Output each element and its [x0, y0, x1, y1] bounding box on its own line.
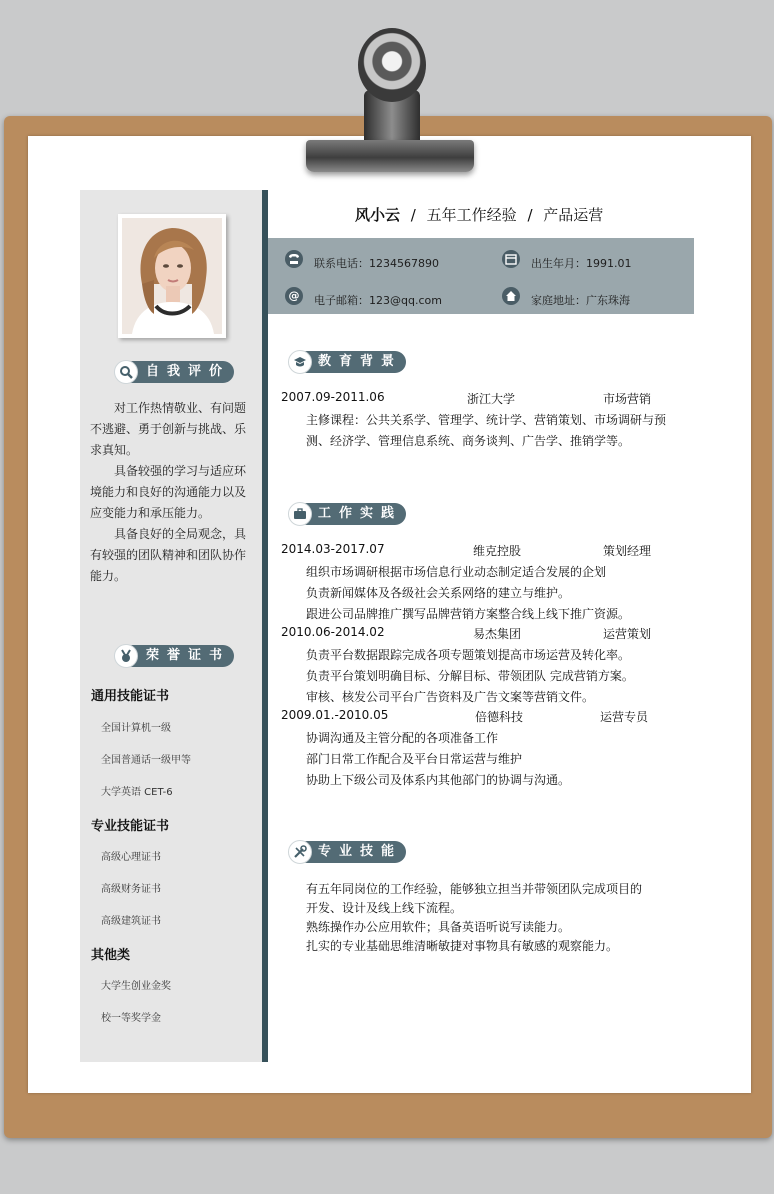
- skill-line: 有五年同岗位的工作经验，能够独立担当并带领团队完成项目的: [306, 882, 643, 896]
- calendar-icon: [502, 250, 520, 268]
- resume-header: [355, 204, 603, 225]
- cert-item: 全国计算机一级: [101, 723, 171, 734]
- job-period: 2010.06-2014.02: [281, 625, 385, 639]
- job-duty-line: 负责新闻媒体及各级社会关系网络的建立与维护。: [306, 586, 571, 600]
- self-eval-paragraph-1: 对工作热情敬业、有问题不逃避、勇于创新与挑战、乐求真知。: [90, 401, 247, 457]
- education-major: 市场营销: [603, 392, 652, 406]
- skills-icon-circle: [288, 840, 312, 864]
- job-company: 倍德科技: [475, 710, 524, 724]
- address-text: 家庭地址：广东珠海: [531, 294, 630, 307]
- education-school: 浙江大学: [467, 392, 516, 406]
- education-icon-circle: [288, 350, 312, 374]
- skills-pill: [296, 841, 406, 863]
- job-period: 2009.01.-2010.05: [281, 708, 389, 722]
- job-company: 维克控股: [473, 544, 522, 558]
- job-role: 运营策划: [603, 627, 652, 641]
- cert-item: 大学生创业金奖: [101, 981, 171, 992]
- skill-line: 熟练操作办公应用软件；具备英语听说写读能力。: [306, 920, 571, 934]
- job-role: 策划经理: [603, 544, 652, 558]
- person-name: 风小云: [355, 206, 401, 224]
- honors-title: 荣誉证书: [146, 648, 231, 663]
- medal-icon: [119, 649, 133, 663]
- education-period: 2007.09-2011.06: [281, 390, 385, 404]
- self-eval-paragraph-3: 具备良好的全局观念，具有较强的团队精神和团队协作能力。: [90, 527, 247, 583]
- tools-icon: [293, 845, 307, 859]
- job-duty-line: 审核、核发公司平台广告资料及广告文案等营销文件。: [306, 690, 595, 704]
- cert-item: 全国普通话一级甲等: [101, 755, 191, 766]
- phone-icon: [285, 250, 303, 268]
- birth-text: 出生年月：1991.01: [531, 257, 632, 270]
- experience-years: 五年工作经验: [426, 206, 517, 224]
- job-duty-line: 负责平台策划明确目标、分解目标、带领团队 完成营销方案。: [306, 669, 634, 683]
- cert-heading-other: 其他类: [91, 948, 131, 963]
- cert-item: 校一等奖学金: [101, 1013, 161, 1024]
- job-duty-line: 协调沟通及主管分配的各项准备工作: [306, 731, 499, 745]
- skill-line: 扎实的专业基础思维清晰敏捷对事物具有敏感的观察能力。: [306, 939, 619, 953]
- job-duty-line: 部门日常工作配合及平台日常运营与维护: [306, 752, 523, 766]
- header-separator: /: [410, 206, 416, 224]
- education-courses-line: 主修课程：公共关系学、管理学、统计学、营销策划、市场调研与预: [306, 413, 667, 427]
- self-eval-paragraph-2: 具备较强的学习与适应环境能力和良好的沟通能力以及应变能力和承压能力。: [90, 464, 247, 520]
- cert-heading-professional: 专业技能证书: [91, 819, 170, 834]
- job-position: 产品运营: [543, 206, 604, 224]
- search-icon: [119, 365, 133, 379]
- cert-item: 高级心理证书: [101, 852, 161, 863]
- cert-item: 高级建筑证书: [101, 916, 161, 927]
- work-pill: [296, 503, 406, 525]
- email-icon: @: [285, 287, 303, 305]
- skill-line: 开发、设计及线上线下流程。: [306, 901, 463, 915]
- job-duty-line: 负责平台数据跟踪完成各项专题策划提高市场运营及转化率。: [306, 648, 631, 662]
- profile-photo: [118, 214, 226, 338]
- cert-item: 高级财务证书: [101, 884, 161, 895]
- self-eval-text: [90, 398, 256, 587]
- job-duty-line: 协助上下级公司及体系内其他部门的协调与沟通。: [306, 773, 571, 787]
- self-eval-title: 自我评价: [146, 364, 231, 379]
- honors-icon-circle: [114, 644, 138, 668]
- job-duty-line: 跟进公司品牌推广撰写品牌营销方案整合线上线下推广资源。: [306, 607, 631, 621]
- home-icon: [502, 287, 520, 305]
- job-period: 2014.03-2017.07: [281, 542, 385, 556]
- vertical-divider: [262, 190, 268, 1062]
- binder-clip-ring: [358, 28, 426, 102]
- job-role: 运营专员: [600, 710, 649, 724]
- job-duty-line: 组织市场调研根据市场信息行业动态制定适合发展的企划: [306, 565, 607, 579]
- email-text: 电子邮箱：123@qq.com: [314, 294, 442, 307]
- education-title: 教育背景: [318, 354, 403, 369]
- self-eval-icon-circle: [114, 360, 138, 384]
- binder-clip: [306, 140, 474, 172]
- header-separator: /: [527, 206, 533, 224]
- skills-title: 专业技能: [318, 844, 403, 859]
- cert-heading-general: 通用技能证书: [91, 689, 170, 704]
- phone-text: 联系电话：1234567890: [314, 257, 439, 270]
- job-company: 易杰集团: [473, 627, 522, 641]
- cert-item: 大学英语 CET-6: [101, 787, 173, 798]
- briefcase-icon: [293, 507, 307, 521]
- graduation-cap-icon: [293, 355, 307, 369]
- education-courses-line: 测、经济学、管理信息系统、商务谈判、广告学、推销学等。: [306, 434, 631, 448]
- work-title: 工作实践: [318, 506, 403, 521]
- work-icon-circle: [288, 502, 312, 526]
- education-pill: [296, 351, 406, 373]
